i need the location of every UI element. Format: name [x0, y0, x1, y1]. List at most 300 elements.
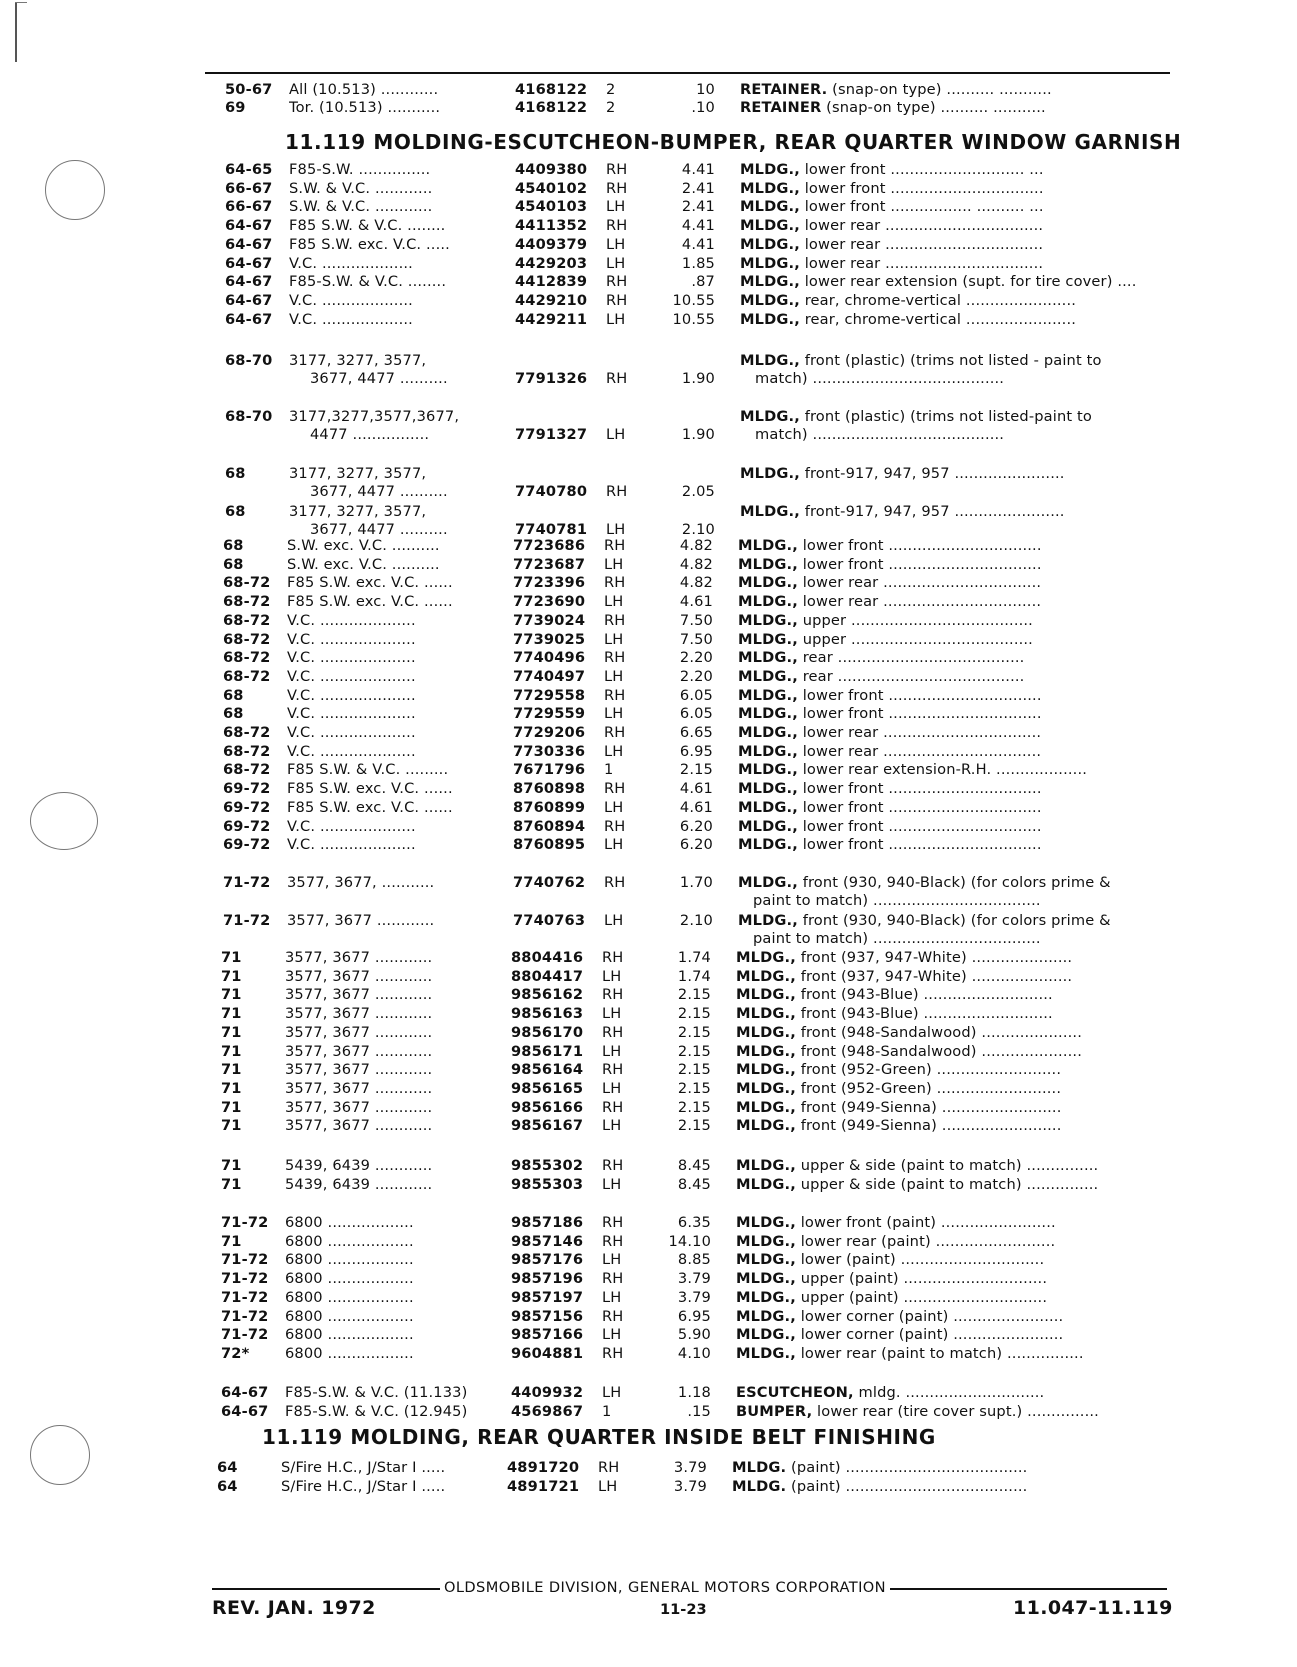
description-text: lower front ................................ [797, 537, 1042, 554]
price: 2.15 [677, 1098, 711, 1116]
description [738, 686, 1168, 705]
description-text: front-917, 947, 957 ....................... [799, 503, 1065, 520]
description-keyword: MLDG., [736, 1079, 796, 1097]
price: 1.90 [681, 370, 715, 387]
description-text: upper ...................................... [797, 611, 1033, 629]
model-applicability: 6800 .................. [285, 1214, 414, 1231]
part-number: 4168122 [515, 81, 588, 98]
year-range: 71-72 [221, 1214, 269, 1231]
year-range: 68-72 [223, 630, 271, 648]
description-text: upper & side (paint to match) ............... [795, 1157, 1099, 1174]
part-number: 9857156 [511, 1307, 584, 1325]
description [736, 1175, 1166, 1194]
price: 2.15 [677, 1005, 711, 1023]
part-number: 9856166 [511, 1098, 584, 1116]
price: 7.50 [679, 611, 713, 629]
model-applicability: V.C. .................... [287, 630, 416, 648]
model-applicability: 3577, 3677 ............ [285, 1117, 433, 1135]
description [740, 310, 1170, 329]
year-range: 64 [217, 1459, 238, 1476]
year-range: 64-67 [225, 217, 273, 235]
model-applicability: V.C. .................... [287, 611, 416, 629]
model-applicability: S.W. & V.C. ............ [289, 179, 433, 197]
price: 10.55 [672, 291, 715, 309]
description-keyword: MLDG., [740, 217, 800, 235]
year-range: 68-70 [225, 408, 273, 425]
quantity-side: RH [602, 986, 624, 1004]
price: 14.10 [668, 1232, 711, 1250]
model-applicability: S/Fire H.C., J/Star I ..... [281, 1478, 446, 1495]
part-number: 4891720 [507, 1459, 580, 1476]
quantity-side: RH [604, 611, 626, 629]
price: 6.05 [679, 705, 713, 723]
description-continuation: paint to match) ................................... [753, 892, 1041, 909]
description [738, 723, 1168, 742]
quantity-side: LH [602, 1251, 622, 1269]
part-number: 7740780 [515, 483, 588, 500]
price: 10.55 [672, 310, 715, 328]
price: 4.41 [681, 161, 715, 178]
part-number: 7791327 [515, 426, 588, 443]
description-keyword: MLDG., [736, 1288, 796, 1306]
description-keyword: MLDG., [738, 836, 798, 854]
description-text: front (937, 947-White) ..................... [795, 949, 1073, 966]
description-text: front (952-Green) .......................... [795, 1079, 1062, 1097]
description-text: lower rear ................................. [799, 254, 1044, 272]
part-number: 7740762 [513, 874, 586, 891]
model-line-2: 4477 ................ [310, 426, 430, 443]
description-keyword: MLDG., [738, 798, 798, 816]
price: 2.20 [679, 649, 713, 667]
quantity-side: RH [598, 1459, 620, 1476]
year-range: 64-67 [221, 1384, 269, 1401]
description-keyword: MLDG., [740, 291, 800, 309]
quantity-side: RH [602, 1307, 624, 1325]
description-text: lower rear ................................. [797, 724, 1042, 741]
description-text: lower rear (paint to match) ................ [795, 1344, 1084, 1362]
part-number: 7729558 [513, 686, 586, 704]
model-applicability: 3577, 3677 ............ [285, 1061, 433, 1079]
price: 3.79 [673, 1478, 707, 1495]
description [736, 1269, 1166, 1288]
description [738, 536, 1168, 555]
part-number: 8804417 [511, 967, 584, 985]
description-text: lower front ................................ [797, 705, 1042, 723]
description-continuation: paint to match) ................................... [753, 930, 1041, 947]
description-keyword: MLDG., [740, 273, 800, 291]
price: 4.41 [681, 235, 715, 253]
description-keyword: MLDG., [740, 465, 800, 482]
description-keyword: MLDG., [736, 1023, 796, 1041]
punch-hole-bottom [30, 1425, 90, 1485]
description-text: lower front ................................ [797, 836, 1042, 854]
description [736, 1250, 1166, 1269]
quantity-side: LH [604, 555, 624, 573]
price: 4.10 [677, 1344, 711, 1362]
description-keyword: MLDG., [736, 1005, 796, 1023]
model-applicability: 5439, 6439 ............ [285, 1157, 433, 1174]
part-number: 7729206 [513, 724, 586, 741]
price: .15 [687, 1403, 711, 1420]
description-text: (paint) ...................................... [786, 1459, 1028, 1476]
year-range: 71 [221, 1232, 242, 1250]
year-range: 68 [223, 686, 244, 704]
part-number: 9857197 [511, 1288, 584, 1306]
quantity-side: RH [604, 686, 626, 704]
model-applicability: F85-S.W. & V.C. (12.945) [285, 1403, 468, 1420]
model-applicability: 6800 .................. [285, 1288, 414, 1306]
model-applicability: 3577, 3677 ............ [285, 1098, 433, 1116]
description-text: rear ....................................... [797, 667, 1025, 685]
part-number: 4168122 [515, 99, 588, 116]
quantity-side: LH [602, 1288, 622, 1306]
price: 8.45 [677, 1157, 711, 1174]
description [736, 1213, 1166, 1232]
description [738, 873, 1168, 892]
description-text: front (plastic) (trims not listed - paint to [799, 352, 1102, 369]
model-applicability: F85 S.W. exc. V.C. ...... [287, 574, 453, 592]
part-number: 7729559 [513, 705, 586, 723]
model-applicability: 3577, 3677 ............ [285, 1005, 433, 1023]
model-line-2: 3677, 4477 .......... [310, 521, 448, 538]
description-keyword: MLDG., [738, 780, 798, 798]
description [740, 160, 1170, 179]
year-range: 68-70 [225, 352, 273, 369]
model-applicability: F85-S.W. & V.C. (11.133) [285, 1384, 468, 1401]
price: 2.15 [677, 1079, 711, 1097]
description-text: upper (paint) .............................. [795, 1270, 1048, 1288]
model-applicability: 3577, 3677 ............ [287, 912, 435, 929]
quantity-side: LH [602, 1176, 622, 1193]
description-text: front (949-Sienna) ......................... [795, 1098, 1062, 1116]
year-range: 71-72 [221, 1307, 269, 1325]
year-range: 71 [221, 949, 242, 966]
part-number: 8760895 [513, 836, 586, 854]
description [738, 742, 1168, 761]
footer-page-number: 11-23 [660, 1601, 707, 1618]
description-text: front (937, 947-White) ..................... [795, 967, 1073, 985]
quantity-side: LH [606, 521, 626, 538]
description-text: front (948-Sandalwood) ..................... [795, 1023, 1082, 1041]
model-applicability: V.C. .................... [287, 705, 416, 723]
description-text: lower front ................. .......... ... [799, 198, 1044, 216]
part-number: 7723686 [513, 537, 586, 554]
price: 4.82 [679, 574, 713, 592]
description-keyword: MLDG. [732, 1478, 787, 1495]
part-number: 4412839 [515, 273, 588, 291]
scan-edge-rule [15, 2, 17, 62]
price: 10 [696, 81, 715, 98]
part-number: 7791326 [515, 370, 588, 387]
part-number: 7740781 [515, 521, 588, 538]
price: 4.41 [681, 217, 715, 235]
part-number: 9856171 [511, 1042, 584, 1060]
price: 1.85 [681, 254, 715, 272]
punch-hole-top [45, 160, 105, 220]
year-range: 64-67 [221, 1403, 269, 1420]
description-text: (snap-on type) .......... ........... [821, 99, 1046, 116]
model-line-1: 3177, 3277, 3577, [289, 352, 427, 369]
description-keyword: MLDG., [740, 235, 800, 253]
part-number: 9857196 [511, 1270, 584, 1288]
price: 1.74 [677, 967, 711, 985]
model-applicability: F85-S.W. ............... [289, 161, 431, 178]
description [740, 464, 1170, 483]
price: 8.45 [677, 1176, 711, 1193]
quantity-side: RH [606, 370, 628, 387]
description-text: rear ....................................... [797, 649, 1025, 667]
description [738, 592, 1168, 611]
description [740, 197, 1170, 216]
part-number: 4409932 [511, 1384, 584, 1401]
description-text: lower rear (tire cover supt.) ............... [812, 1403, 1099, 1420]
part-number: 9856164 [511, 1061, 584, 1079]
quantity-side: LH [604, 630, 624, 648]
description [738, 648, 1168, 667]
description-keyword: MLDG., [738, 817, 798, 835]
description [736, 1042, 1166, 1061]
footer-section-range: 11.047-11.119 [1013, 1597, 1173, 1619]
footer-corporation: OLDSMOBILE DIVISION, GENERAL MOTORS CORPORATION [440, 1579, 890, 1596]
description-keyword: MLDG., [736, 1098, 796, 1116]
description-keyword: MLDG., [740, 408, 800, 425]
model-applicability: V.C. .................... [287, 836, 416, 854]
description [736, 1079, 1166, 1098]
year-range: 50-67 [225, 81, 273, 98]
price: 2.10 [681, 521, 715, 538]
year-range: 71 [221, 1117, 242, 1135]
price: .87 [691, 273, 715, 291]
year-range: 68-72 [223, 574, 271, 592]
description [740, 502, 1170, 521]
year-range: 64-67 [225, 291, 273, 309]
description-text: lower rear (paint) ......................... [795, 1232, 1056, 1250]
description-text: front (948-Sandalwood) ..................... [795, 1042, 1082, 1060]
quantity-side: RH [602, 1157, 624, 1174]
year-range: 64-65 [225, 161, 273, 178]
quantity-side: RH [602, 1344, 624, 1362]
price: 1.18 [677, 1384, 711, 1401]
description-keyword: MLDG., [736, 1232, 796, 1250]
description [736, 1060, 1166, 1079]
price: 1.90 [681, 426, 715, 443]
part-number: 7739025 [513, 630, 586, 648]
description-text: upper ...................................... [797, 630, 1033, 648]
description-keyword: MLDG., [736, 1326, 796, 1344]
year-range: 64-67 [225, 235, 273, 253]
year-range: 71 [221, 1176, 242, 1193]
description-keyword: MLDG., [740, 503, 800, 520]
price: 2.15 [679, 761, 713, 779]
description-keyword: MLDG., [740, 310, 800, 328]
model-applicability: V.C. ................... [289, 310, 413, 328]
description-keyword: MLDG., [738, 630, 798, 648]
description [740, 351, 1170, 370]
description [736, 1098, 1166, 1117]
part-number: 9856167 [511, 1117, 584, 1135]
price: 4.82 [679, 537, 713, 554]
description-text: lower rear ................................. [797, 742, 1042, 760]
year-range: 71 [221, 1023, 242, 1041]
price: 2.15 [677, 1023, 711, 1041]
price: 6.65 [679, 724, 713, 741]
quantity-side: RH [604, 724, 626, 741]
model-applicability: 3577, 3677 ............ [285, 1079, 433, 1097]
part-number: 9857146 [511, 1232, 584, 1250]
year-range: 71-72 [221, 1326, 269, 1344]
description [736, 1325, 1166, 1344]
price: 6.35 [677, 1214, 711, 1231]
year-range: 71-72 [221, 1270, 269, 1288]
model-line-1: 3177,3277,3577,3677, [289, 408, 460, 425]
year-range: 68-72 [223, 649, 271, 667]
description [736, 1402, 1166, 1421]
quantity-side: RH [606, 217, 628, 235]
description-text: lower rear extension-R.H. ................... [797, 761, 1088, 779]
part-number: 7739024 [513, 611, 586, 629]
price: 2.05 [681, 483, 715, 500]
year-range: 71 [221, 967, 242, 985]
part-number: 4891721 [507, 1478, 580, 1495]
year-range: 68 [225, 503, 246, 520]
model-applicability: F85 S.W. exc. V.C. ...... [287, 780, 453, 798]
part-number: 4409379 [515, 235, 588, 253]
quantity-side: RH [606, 273, 628, 291]
punch-hole-middle [30, 792, 98, 850]
description [736, 1232, 1166, 1251]
year-range: 68 [225, 465, 246, 482]
model-applicability: 6800 .................. [285, 1251, 414, 1269]
quantity-side: LH [606, 254, 626, 272]
year-range: 64-67 [225, 310, 273, 328]
description-keyword: RETAINER. [740, 81, 828, 98]
price: 1.70 [679, 874, 713, 891]
quantity-side: RH [602, 1061, 624, 1079]
description-text: lower rear extension (supt. for tire cover) .... [799, 273, 1137, 291]
part-number: 7671796 [513, 761, 586, 779]
price: 2.41 [681, 198, 715, 216]
description-text: front-917, 947, 957 ....................... [799, 465, 1065, 482]
model-applicability: F85 S.W. exc. V.C. ...... [287, 593, 453, 611]
year-range: 69-72 [223, 780, 271, 798]
description-text: lower front ................................ [797, 817, 1042, 835]
price: 4.61 [679, 593, 713, 611]
description-text: upper (paint) .............................. [795, 1288, 1048, 1306]
description-keyword: MLDG., [736, 1117, 796, 1135]
part-number: 9856170 [511, 1023, 584, 1041]
description-text: lower front ................................ [797, 798, 1042, 816]
part-number: 9855302 [511, 1157, 584, 1174]
description-text: lower front ................................ [797, 686, 1042, 704]
quantity-side: LH [602, 1117, 622, 1135]
description [738, 817, 1168, 836]
model-applicability: 3577, 3677 ............ [285, 967, 433, 985]
model-applicability: V.C. ................... [289, 291, 413, 309]
description [740, 98, 1170, 117]
year-range: 72* [221, 1344, 250, 1362]
description-keyword: MLDG., [738, 611, 798, 629]
part-number: 8804416 [511, 949, 584, 966]
description-text: upper & side (paint to match) ............... [795, 1176, 1099, 1193]
model-applicability: F85 S.W. exc. V.C. ...... [287, 798, 453, 816]
description-keyword: RETAINER [740, 99, 822, 116]
description-keyword: MLDG., [736, 1251, 796, 1269]
description-keyword: MLDG., [740, 161, 800, 178]
description-text: lower (paint) .............................. [795, 1251, 1045, 1269]
year-range: 66-67 [225, 198, 273, 216]
quantity-side: RH [606, 483, 628, 500]
section-title-belt-finishing: 11.119 MOLDING, REAR QUARTER INSIDE BELT FINISHING [262, 1425, 936, 1449]
description-keyword: MLDG., [736, 1157, 796, 1174]
description-keyword: MLDG., [738, 686, 798, 704]
price: 2.41 [681, 179, 715, 197]
model-applicability: V.C. .................... [287, 686, 416, 704]
price: 6.05 [679, 686, 713, 704]
year-range: 71-72 [221, 1251, 269, 1269]
description-keyword: MLDG., [736, 1042, 796, 1060]
price: 2.20 [679, 667, 713, 685]
year-range: 68 [223, 705, 244, 723]
description-text: lower corner (paint) ....................... [795, 1326, 1064, 1344]
description-text: mldg. ............................. [853, 1384, 1045, 1401]
part-number: 4569867 [511, 1403, 584, 1420]
model-applicability: 6800 .................. [285, 1232, 414, 1250]
model-applicability: F85 S.W. exc. V.C. ..... [289, 235, 450, 253]
model-applicability: All (10.513) ............ [289, 81, 439, 98]
part-number: 4429211 [515, 310, 588, 328]
part-number: 7730336 [513, 742, 586, 760]
scan-edge-tick [15, 2, 27, 3]
quantity-side: RH [602, 949, 624, 966]
description-text: lower rear ................................. [797, 593, 1042, 611]
description-keyword: MLDG., [736, 1307, 796, 1325]
description [736, 1383, 1166, 1402]
part-number: 4411352 [515, 217, 588, 235]
description-text: front (952-Green) .......................... [795, 1061, 1062, 1079]
description-text: rear, chrome-vertical ....................... [799, 310, 1077, 328]
description [736, 948, 1166, 967]
quantity-side: 1 [602, 1403, 612, 1420]
quantity-side: LH [602, 1326, 622, 1344]
description [740, 272, 1170, 291]
part-number: 7740497 [513, 667, 586, 685]
quantity-side: LH [602, 1384, 622, 1401]
description-text: lower front ............................ ... [799, 161, 1044, 178]
year-range: 69-72 [223, 798, 271, 816]
part-number: 4540102 [515, 179, 588, 197]
model-applicability: F85 S.W. & V.C. ........ [289, 217, 446, 235]
description [736, 967, 1166, 986]
quantity-side: RH [602, 1232, 624, 1250]
top-rule [205, 72, 1170, 74]
description-text: lower front ................................ [797, 555, 1042, 573]
description [738, 555, 1168, 574]
description-keyword: MLDG., [738, 574, 798, 592]
year-range: 69 [225, 99, 246, 116]
section-title-garnish: 11.119 MOLDING-ESCUTCHEON-BUMPER, REAR QUARTER WINDOW GARNISH [285, 130, 1182, 154]
description-text: lower front ................................ [799, 179, 1044, 197]
quantity-side: LH [604, 667, 624, 685]
model-applicability: S/Fire H.C., J/Star I ..... [281, 1459, 446, 1476]
part-number: 9604881 [511, 1344, 584, 1362]
description-keyword: MLDG., [738, 555, 798, 573]
model-applicability: F85-S.W. & V.C. ........ [289, 273, 447, 291]
description-text: lower rear ................................. [799, 217, 1044, 235]
description-text: lower corner (paint) ....................... [795, 1307, 1064, 1325]
description [738, 798, 1168, 817]
model-applicability: 3577, 3677 ............ [285, 1042, 433, 1060]
quantity-side: RH [606, 161, 628, 178]
